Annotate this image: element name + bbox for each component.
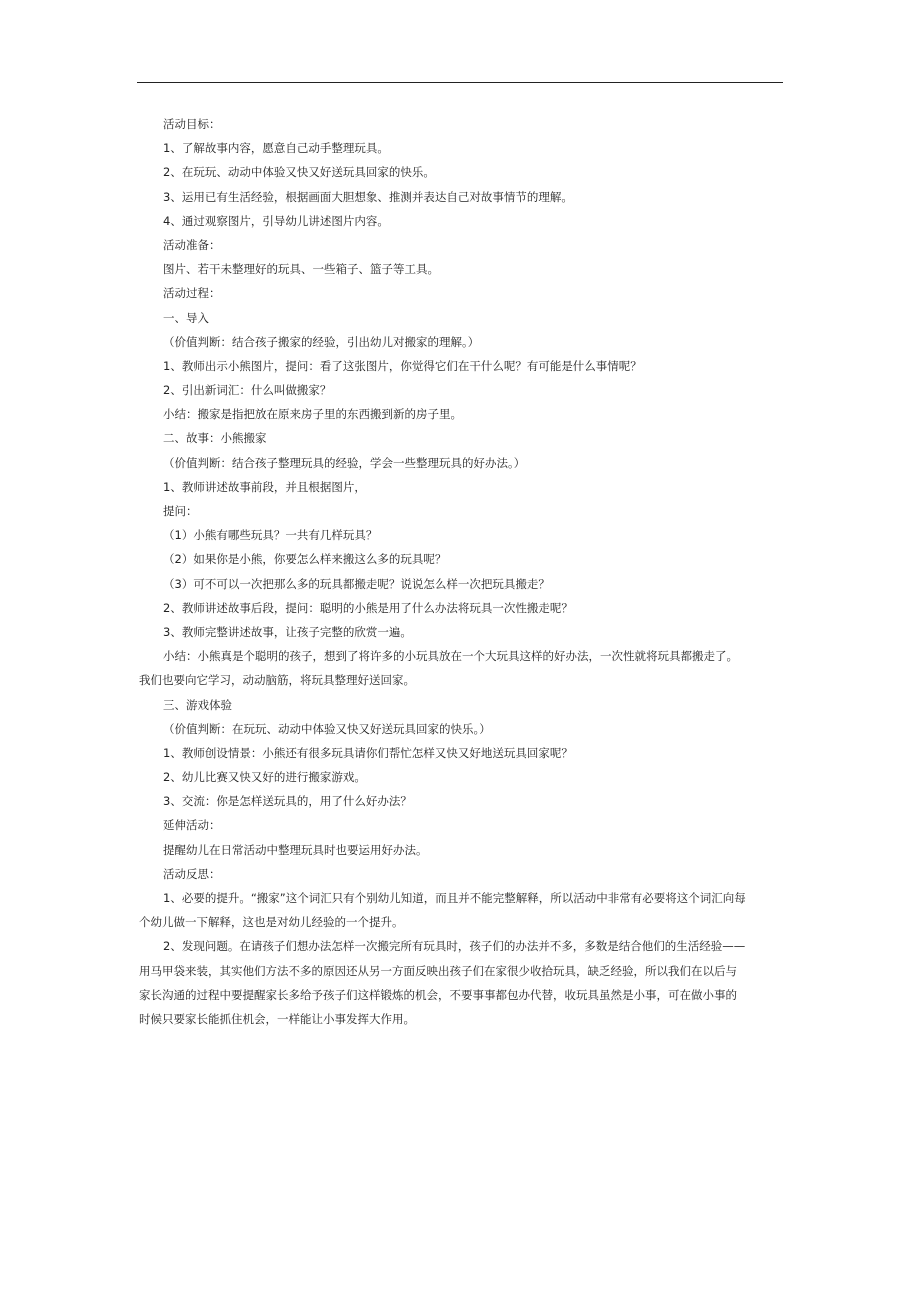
section-2-step-1: 1、教师讲述故事前段，并且根据图片， (163, 479, 366, 494)
section-1-summary: 小结：搬家是指把放在原来房子里的东西搬到新的房子里。 (163, 407, 462, 422)
section-1-step-2: 2、引出新词汇：什么叫做搬家？ (163, 383, 332, 398)
section-3-step-3: 3、交流：你是怎样送玩具的，用了什么好办法？ (163, 794, 412, 809)
section-3-step-1: 1、教师创设情景：小熊还有很多玩具请你们帮忙怎样又快又好地送玩具回家呢？ (163, 745, 573, 760)
reflection-1-line-2: 个幼儿做一下解释，这也是对幼儿经验的一个提升。 (139, 915, 404, 930)
heading-goals: 活动目标： (163, 117, 221, 131)
section-2-title: 二、故事：小熊搬家 (163, 431, 267, 446)
heading-process: 活动过程： (163, 286, 221, 301)
section-3-step-2: 2、幼儿比赛又快又好的进行搬家游戏。 (163, 770, 366, 785)
section-2-summary-line-1: 小结：小熊真是个聪明的孩子，想到了将许多的小玩具放在一个大玩具这样的好办法，一次性就将玩具都搬走了。 (163, 649, 738, 664)
question-label: 提问： (163, 504, 198, 518)
document-body (139, 112, 789, 1031)
section-1-title: 一、导入 (163, 310, 209, 325)
question-1: （1）小熊有哪些玩具？一共有几样玩具？ (163, 528, 378, 543)
section-1-step-1: 1、教师出示小熊图片，提问：看了这张图片，你觉得它们在干什么呢？有可能是什么事情呢？ (163, 358, 642, 373)
section-1-value: （价值判断：结合孩子搬家的经验，引出幼儿对搬家的理解。） (163, 334, 480, 349)
heading-preparation: 活动准备： (163, 237, 221, 252)
goal-4: 4、通过观察图片，引导幼儿讲述图片内容。 (163, 213, 389, 228)
header-rule (137, 82, 783, 83)
preparation-text: 图片、若干未整理好的玩具、一些箱子、篮子等工具。 (163, 262, 439, 277)
reflection-2-line-3: 家长沟通的过程中要提醒家长多给予孩子们这样锻炼的机会，不要事事都包办代替，收玩具虽然是小事，可在做小事的 (139, 987, 737, 1002)
section-2-summary-line-2: 我们也要向它学习，动动脑筋，将玩具整理好送回家。 (139, 673, 415, 688)
reflection-2-line-4: 时候只要家长能抓住机会，一样能让小事发挥大作用。 (139, 1011, 415, 1026)
reflection-2-line-1: 2、发现问题。在请孩子们想办法怎样一次搬完所有玩具时，孩子们的办法并不多，多数是结合他们的生活经验—— (163, 939, 746, 954)
heading-reflection: 活动反思： (163, 866, 221, 881)
section-3-value: （价值判断：在玩玩、动动中体验又快又好送玩具回家的快乐。） (163, 721, 491, 736)
goal-2: 2、在玩玩、动动中体验又快又好送玩具回家的快乐。 (163, 165, 435, 180)
reflection-2-line-2: 用马甲袋来装，其实他们方法不多的原因还从另一方面反映出孩子们在家很少收拾玩具，缺乏经验，所以我们在以后与 (139, 963, 737, 978)
section-2-step-3: 3、教师完整讲述故事，让孩子完整的欣赏一遍。 (163, 624, 412, 639)
heading-extension: 延伸活动： (163, 818, 221, 833)
goal-1: 1、了解故事内容，愿意自己动手整理玩具。 (163, 141, 389, 156)
question-3: （3）可不可以一次把那么多的玩具都搬走呢？说说怎么样一次把玩具搬走？ (163, 576, 550, 591)
reflection-1-line-1: 1、必要的提升。“搬家”这个词汇只有个别幼儿知道，而且并不能完整解释，所以活动中非常有必要将这个词汇向每 (163, 891, 746, 905)
goal-3: 3、运用已有生活经验，根据画面大胆想象、推测并表达自己对故事情节的理解。 (163, 189, 573, 204)
section-3-title: 三、游戏体验 (163, 697, 232, 712)
section-2-value: （价值判断：结合孩子整理玩具的经验，学会一些整理玩具的好办法。） (163, 455, 526, 470)
question-2: （2）如果你是小熊，你要怎么样来搬这么多的玩具呢？ (163, 552, 447, 567)
section-2-step-2: 2、教师讲述故事后段，提问：聪明的小熊是用了什么办法将玩具一次性搬走呢？ (163, 600, 573, 615)
extension-text: 提醒幼儿在日常活动中整理玩具时也要运用好办法。 (163, 842, 428, 857)
